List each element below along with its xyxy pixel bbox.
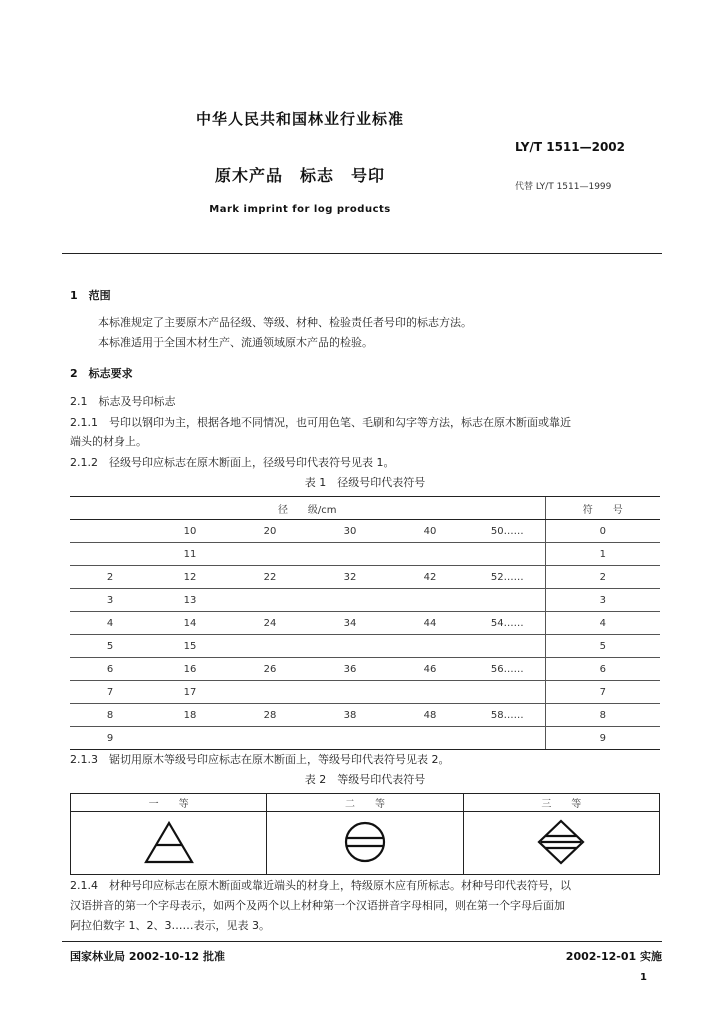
cell: 6 <box>70 658 150 681</box>
cell <box>230 543 310 566</box>
cell: 3 <box>70 589 150 612</box>
section-1-paragraph-1: 本标准规定了主要原木产品径级、等级、材种、检验责任者号印的标志方法。 <box>98 316 472 329</box>
cell <box>150 727 230 750</box>
clause-2-1-4-line-1: 2.1.4 材种号印应标志在原木断面或靠近端头的材身上，特级原木应有所标志。材种号印代表符号，以 <box>70 879 571 892</box>
table-1-caption: 表 1 径级号印代表符号 <box>304 476 426 489</box>
cell: 28 <box>230 704 310 727</box>
cell: 54…… <box>470 612 545 635</box>
cell: 4 <box>70 612 150 635</box>
cell <box>470 727 545 750</box>
cell: 22 <box>230 566 310 589</box>
cell: 16 <box>150 658 230 681</box>
cell: 58…… <box>470 704 545 727</box>
grade-2-symbol-cell <box>267 812 463 875</box>
cell <box>230 589 310 612</box>
diameter-column-header: 径 级/cm <box>70 497 545 520</box>
table-row <box>70 612 660 635</box>
cell: 15 <box>150 635 230 658</box>
cell: 17 <box>150 681 230 704</box>
cell: 5 <box>70 635 150 658</box>
cell: 52…… <box>470 566 545 589</box>
cell <box>310 635 390 658</box>
clause-2-1-1-line-2: 端头的材身上。 <box>70 435 147 448</box>
clause-2-1-2: 2.1.2 径级号印应标志在原木断面上，径级号印代表符号见表 1。 <box>70 456 395 469</box>
cell: 56…… <box>470 658 545 681</box>
symbol-cell: 2 <box>545 566 660 589</box>
cell: 30 <box>310 520 390 543</box>
symbol-cell: 4 <box>545 612 660 635</box>
symbol-cell: 7 <box>545 681 660 704</box>
clause-2-1-3: 2.1.3 锯切用原木等级号印应标志在原木断面上，等级号印代表符号见表 2。 <box>70 753 450 766</box>
table-row <box>70 681 660 704</box>
clause-2-1-4-line-2: 汉语拼音的第一个字母表示，如两个及两个以上材种第一个汉语拼音字母相同，则在第一个字母后面加 <box>70 899 565 912</box>
cell <box>390 681 470 704</box>
cell: 12 <box>150 566 230 589</box>
cell <box>390 543 470 566</box>
cell: 26 <box>230 658 310 681</box>
diamond-bars-icon <box>531 817 591 867</box>
approval-date: 国家林业局 2002-10-12 批准 <box>70 950 226 963</box>
grade-2-header: 二 等 <box>267 794 463 812</box>
cell <box>230 727 310 750</box>
cell: 20 <box>230 520 310 543</box>
header-rule <box>62 253 662 254</box>
cell: 9 <box>70 727 150 750</box>
document-title: 原木产品 标志 号印 <box>214 166 385 185</box>
footer-rule <box>62 941 662 942</box>
cell: 42 <box>390 566 470 589</box>
table-row <box>70 727 660 750</box>
symbol-cell: 5 <box>545 635 660 658</box>
cell: 18 <box>150 704 230 727</box>
table-row <box>70 520 660 543</box>
cell: 50…… <box>470 520 545 543</box>
cell: 48 <box>390 704 470 727</box>
cell <box>390 727 470 750</box>
section-1-paragraph-2: 本标准适用于全国木材生产、流通领域原木产品的检验。 <box>98 336 373 349</box>
cell: 32 <box>310 566 390 589</box>
table-row <box>70 543 660 566</box>
cell <box>390 635 470 658</box>
cell: 7 <box>70 681 150 704</box>
table-row <box>70 566 660 589</box>
cell: 14 <box>150 612 230 635</box>
clause-2-1-4-line-3: 阿拉伯数字 1、2、3……表示，见表 3。 <box>70 919 270 932</box>
clause-2-1-1-line-1: 2.1.1 号印以钢印为主，根据各地不同情况，也可用色笔、毛刷和勾字等方法，标志在原木断面或靠近 <box>70 416 571 429</box>
table-row <box>70 589 660 612</box>
symbol-cell: 3 <box>545 589 660 612</box>
cell: 8 <box>70 704 150 727</box>
grade-symbol-table <box>70 793 660 875</box>
cell: 2 <box>70 566 150 589</box>
table-2-caption: 表 2 等级号印代表符号 <box>304 773 426 786</box>
table-2-header-row <box>71 794 660 812</box>
table-row <box>70 658 660 681</box>
cell: 24 <box>230 612 310 635</box>
symbol-cell: 0 <box>545 520 660 543</box>
cell: 46 <box>390 658 470 681</box>
cell <box>310 543 390 566</box>
symbol-cell: 8 <box>545 704 660 727</box>
effective-date: 2002-12-01 实施 <box>565 950 662 963</box>
cell <box>470 543 545 566</box>
cell: 40 <box>390 520 470 543</box>
cell: 10 <box>150 520 230 543</box>
cell <box>70 543 150 566</box>
section-1-heading: 1 范围 <box>70 289 111 302</box>
cell <box>470 589 545 612</box>
grade-1-header: 一 等 <box>71 794 267 812</box>
grade-3-symbol-cell <box>463 812 659 875</box>
table-row <box>70 704 660 727</box>
cell: 38 <box>310 704 390 727</box>
cell <box>470 635 545 658</box>
table-2-symbol-row <box>71 812 660 875</box>
cell <box>310 589 390 612</box>
symbol-cell: 9 <box>545 727 660 750</box>
cell <box>390 589 470 612</box>
page-number: 1 <box>640 972 647 983</box>
cell <box>230 681 310 704</box>
cell <box>310 727 390 750</box>
cell <box>470 681 545 704</box>
english-title: Mark imprint for log products <box>209 204 391 215</box>
table-1-header-row <box>70 497 660 520</box>
cell <box>310 681 390 704</box>
cell: 36 <box>310 658 390 681</box>
org-title: 中华人民共和国林业行业标准 <box>195 110 404 128</box>
triangle-bar-icon <box>139 817 199 867</box>
symbol-cell: 6 <box>545 658 660 681</box>
circle-bars-icon <box>335 817 395 867</box>
cell: 44 <box>390 612 470 635</box>
section-2-heading: 2 标志要求 <box>70 367 133 380</box>
clause-2-1: 2.1 标志及号印标志 <box>70 395 176 408</box>
cell: 11 <box>150 543 230 566</box>
table-row <box>70 635 660 658</box>
symbol-column-header: 符 号 <box>545 497 660 520</box>
cell: 13 <box>150 589 230 612</box>
standard-number: LY/T 1511—2002 <box>515 140 626 154</box>
replaces-standard: 代替 LY/T 1511—1999 <box>515 182 612 192</box>
cell <box>230 635 310 658</box>
grade-1-symbol-cell <box>71 812 267 875</box>
cell: 34 <box>310 612 390 635</box>
grade-3-header: 三 等 <box>463 794 659 812</box>
diameter-symbol-table <box>70 496 660 750</box>
cell <box>70 520 150 543</box>
symbol-cell: 1 <box>545 543 660 566</box>
